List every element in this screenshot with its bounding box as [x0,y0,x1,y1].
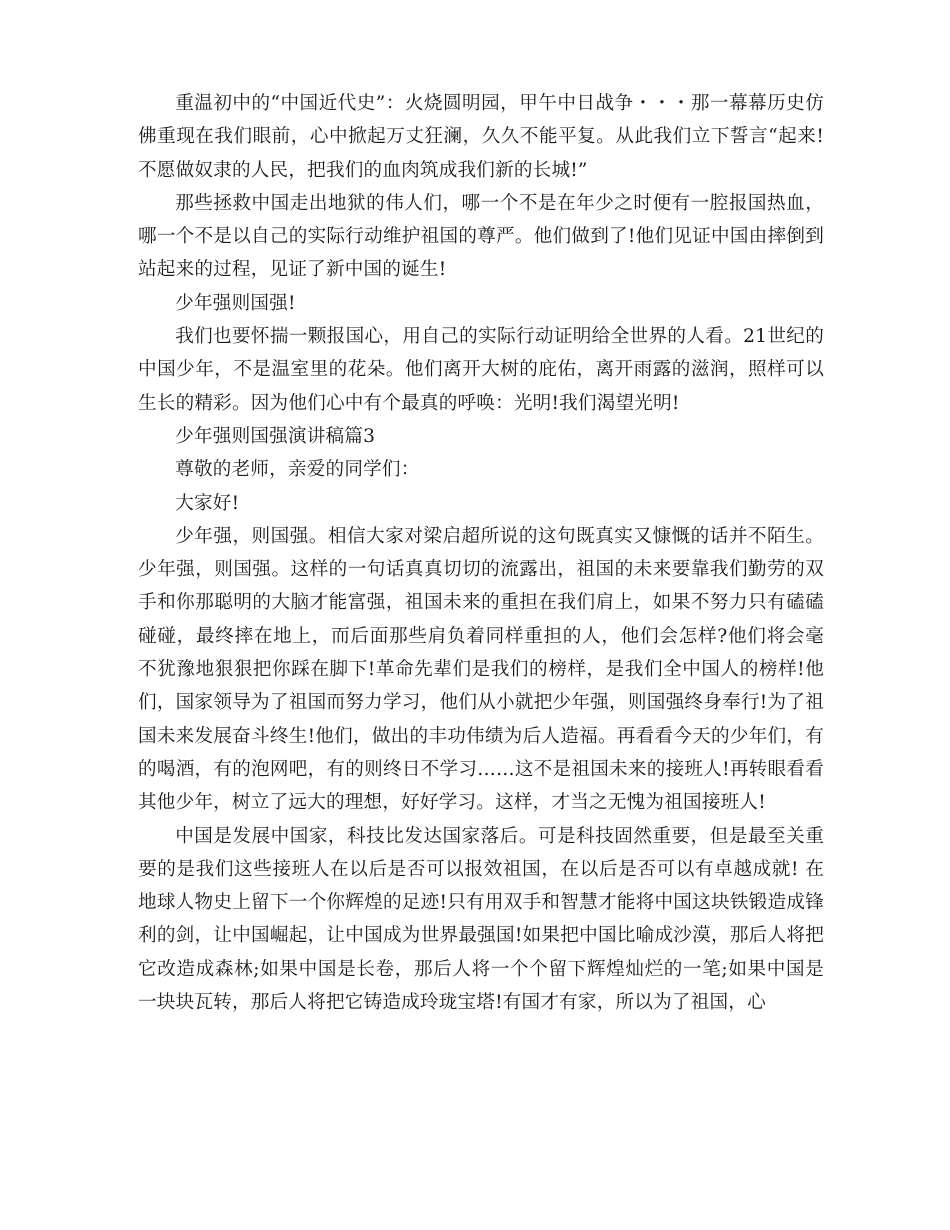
paragraph-liang-qichao: 少年强，则国强。相信大家对梁启超所说的这句既真实又慷慨的话并不陌生。少年强，则国强。这样的一句话真真切切的流露出，祖国的未来要靠我们勤劳的双手和你那聪明的大脑才能富强，祖国未来的重担在我们肩上，如果不努力只有磕磕碰碰，最终摔在地上，而后面那些肩负着同样重担的人，他们会怎样?他们将会毫不犹豫地狠狠把你踩在脚下!革命先辈们是我们的榜样，是我们全中国人的榜样!他们，国家领导为了祖国而努力学习，他们从小就把少年强，则国强终身奉行!为了祖国未来发展奋斗终生!他们，做出的丰功伟绩为后人造福。再看看今天的少年们，有的喝酒，有的泡网吧，有的则终日不学习……这不是祖国未来的接班人!再转眼看看其他少年，树立了远大的理想，好好学习。这样，才当之无愧为祖国接班人! [138,525,824,814]
paragraph-patriotic-heart: 我们也要怀揣一颗报国心，用自己的实际行动证明给全世界的人看。21世纪的中国少年，不是温室里的花朵。他们离开大树的庇佑，离开雨露的滋润，照样可以生长的精彩。因为他们心中有个最真的呼唤：光明!我们渴望光明! [138,326,824,414]
paragraph-history: 重温初中的“中国近代史”：火烧圆明园，甲午中日战争・・・那一幕幕历史仿佛重现在我们眼前，心中掀起万丈狂澜，久久不能平复。从此我们立下誓言“起来!不愿做奴隶的人民，把我们的血肉筑成我们新的长城!” [138,93,824,181]
paragraph-developing-country: 中国是发展中国家，科技比发达国家落后。可是科技固然重要，但是最至关重要的是我们这些接班人在以后是否可以报效祖国，在以后是否可以有卓越成就! 在地球人物史上留下一个你辉煌的足迹!只有用双手和智慧才能将中国这块铁锻造成锋利的剑，让中国崛起，让中国成为世界最强国!如果把中国比喻成沙漠，那后人将把它改造成森林;如果中国是长卷，那后人将一个个留下辉煌灿烂的一笔;如果中国是一块块瓦转，那后人将把它铸造成玲珑宝塔!有国才有家，所以为了祖国，心 [138,825,824,1014]
paragraph-great-men: 那些拯救中国走出地狱的伟人们，哪一个不是在年少之时便有一腔报国热血，哪一个不是以自己的实际行动维护祖国的尊严。他们做到了!他们见证中国由摔倒到站起来的过程，见证了新中国的诞生! [138,192,824,281]
document-body [138,87,824,1019]
speech-greeting: 大家好! [175,492,240,514]
paragraph-slogan: 少年强则国强! [175,292,296,314]
speech-salutation: 尊敬的老师，亲爱的同学们： [175,459,420,481]
speech-title: 少年强则国强演讲稿篇3 [175,425,376,447]
